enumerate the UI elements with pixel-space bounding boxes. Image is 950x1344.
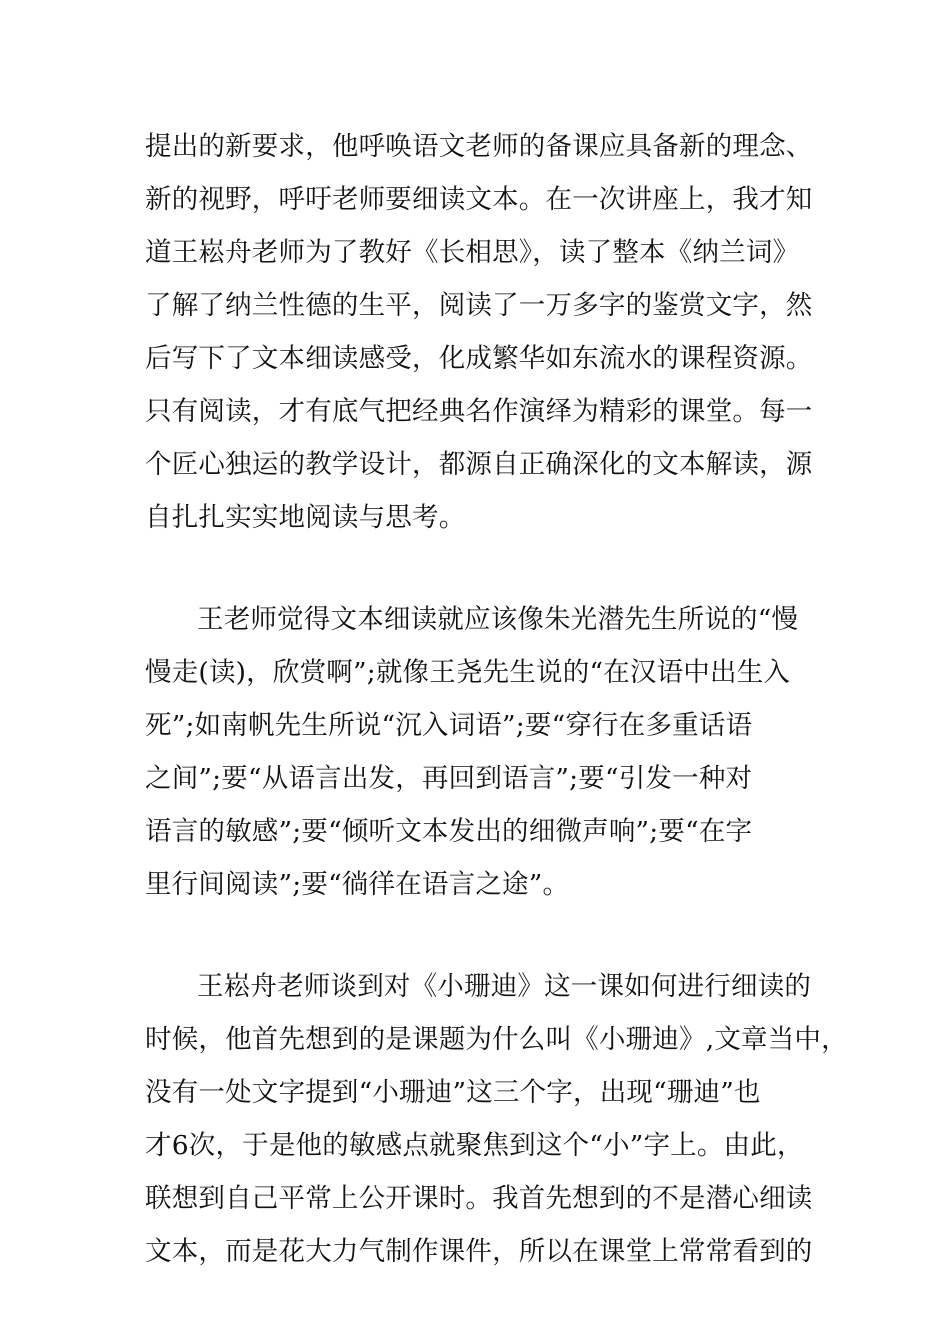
text-line: 个匠心独运的教学设计，都源自正确深化的文本解读，源	[145, 449, 813, 480]
text-line: 语言的敏感”;要“倾听文本发出的细微声响”;要“在字	[145, 816, 753, 847]
text-line: 死”;如南帆先生所说“沉入词语”;要“穿行在多重话语	[145, 710, 753, 741]
text-line: 文本，而是花大力气制作课件，所以在课堂上常常看到的	[145, 1236, 813, 1267]
text-line: 慢走(读)，欣赏啊”;就像王尧先生说的“在汉语中出生入	[145, 657, 791, 688]
text-line: 时候，他首先想到的是课题为什么叫《小珊迪》,文章当中，	[145, 1024, 848, 1055]
text-line: 提出的新要求，他呼唤语文老师的备课应具备新的理念、	[145, 131, 813, 162]
text-line: 才6次，于是他的敏感点就聚焦到这个“小”字上。由此，	[145, 1130, 804, 1161]
text-line: 自扎扎实实地阅读与思考。	[145, 502, 466, 533]
text-line: 王老师觉得文本细读就应该像朱光潜先生所说的“慢	[197, 604, 799, 635]
text-line: 新的视野，呼吁老师要细读文本。在一次讲座上，我才知	[145, 184, 813, 215]
text-line: 道王崧舟老师为了教好《长相思》，读了整本《纳兰词》	[145, 237, 800, 268]
text-line: 了解了纳兰性德的生平，阅读了一万多字的鉴赏文字，然	[145, 290, 813, 321]
text-line: 王崧舟老师谈到对《小珊迪》这一课如何进行细读的	[197, 971, 812, 1002]
text-line: 没有一处文字提到“小珊迪”这三个字，出现“珊迪”也	[145, 1077, 761, 1108]
text-line: 之间”;要“从语言出发，再回到语言”;要“引发一种对	[145, 763, 753, 794]
text-line: 只有阅读，才有底气把经典名作演绎为精彩的课堂。每一	[145, 396, 813, 427]
text-line: 联想到自己平常上公开课时。我首先想到的不是潜心细读	[145, 1183, 813, 1214]
text-line: 后写下了文本细读感受，化成繁华如东流水的课程资源。	[145, 343, 813, 374]
text-line: 里行间阅读”;要“徜徉在语言之途”。	[145, 869, 570, 900]
